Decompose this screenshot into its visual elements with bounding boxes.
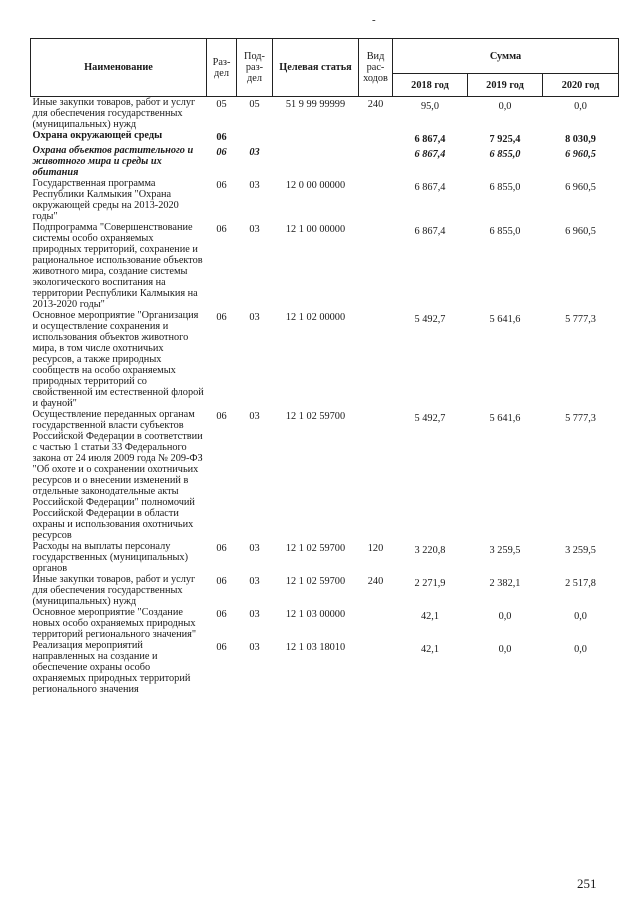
row-name: Иные закупки товаров, работ и услуг для обеспечения государственных (муниципальных) нужд xyxy=(32,574,196,607)
row-name: Основное мероприятие "Организация и осуществление сохранения и использования объектов животного мира, в том числе охотничьих ресурсов, а также природных сообществ на особо охраняемых природных территорий со свойственной им естественной флорой и фауной" xyxy=(32,310,204,409)
row-2019: 0,0 xyxy=(498,101,512,112)
header-vid: Вид рас-ходов xyxy=(359,39,393,97)
budget-table xyxy=(30,38,619,695)
row-2018: 42,1 xyxy=(420,611,440,622)
row-2018: 2 271,9 xyxy=(414,578,446,589)
row-podrazdel: 03 xyxy=(249,312,260,323)
row-vid: 240 xyxy=(367,99,384,110)
row-2020: 5 777,3 xyxy=(565,413,596,424)
row-2018: 6 867,4 xyxy=(414,134,446,145)
row-podrazdel: 05 xyxy=(249,99,260,110)
row-podrazdel: 03 xyxy=(249,609,260,620)
row-podrazdel: 03 xyxy=(249,224,260,235)
row-podrazdel: 03 xyxy=(249,411,260,422)
row-razdel: 06 xyxy=(216,411,227,422)
row-vid xyxy=(359,178,393,222)
row-target: 12 0 00 00000 xyxy=(285,180,346,191)
row-target xyxy=(273,130,359,145)
row-2019: 5 641,6 xyxy=(489,413,521,424)
row-target: 12 1 02 00000 xyxy=(285,312,346,323)
top-mark: - xyxy=(372,14,376,26)
row-2019: 5 641,6 xyxy=(489,314,521,325)
table-row xyxy=(31,310,619,409)
header-2019: 2019 год xyxy=(468,74,543,97)
header-target: Целевая статья xyxy=(273,39,359,97)
row-2020: 3 259,5 xyxy=(565,545,596,556)
row-vid: 120 xyxy=(367,543,384,554)
row-vid: 240 xyxy=(367,576,384,587)
row-target: 51 9 99 99999 xyxy=(285,99,346,110)
table-row xyxy=(31,574,619,607)
row-2018: 95,0 xyxy=(420,101,440,112)
row-razdel: 06 xyxy=(216,180,227,191)
row-2020: 0,0 xyxy=(574,101,587,112)
row-name: Подпрограмма "Совершенствование системы особо охраняемых природных территорий, сохранение и рациональное использование объектов животного мира, создание системы экологического воспитания на территории Республики Калмыкия на 2013-2020 годы" xyxy=(32,222,203,310)
row-vid xyxy=(359,145,393,178)
row-2020: 0,0 xyxy=(574,611,587,622)
row-2019: 0,0 xyxy=(498,644,512,655)
row-vid xyxy=(359,409,393,541)
header-sum: Сумма xyxy=(393,39,619,74)
row-razdel: 06 xyxy=(216,642,227,653)
row-razdel: 06 xyxy=(216,147,227,158)
table-row xyxy=(31,640,619,695)
row-razdel: 06 xyxy=(216,609,227,620)
row-name: Реализация мероприятий направленных на создание и обеспечение охраны особо охраняемых природных территорий регионального значения xyxy=(32,640,191,695)
row-2018: 42,1 xyxy=(420,644,440,655)
header-2018: 2018 год xyxy=(393,74,468,97)
row-vid xyxy=(359,222,393,310)
row-vid xyxy=(359,607,393,640)
row-2020: 5 777,3 xyxy=(565,314,596,325)
row-2019: 6 855,0 xyxy=(489,226,521,237)
table-row xyxy=(31,541,619,574)
table-row xyxy=(31,97,619,131)
row-target: 12 1 03 00000 xyxy=(285,609,346,620)
row-2020: 2 517,8 xyxy=(565,578,596,589)
row-2019: 0,0 xyxy=(498,611,512,622)
row-name: Охрана окружающей среды xyxy=(32,130,163,141)
row-2020: 6 960,5 xyxy=(565,149,596,160)
row-target: 12 1 00 00000 xyxy=(285,224,346,235)
table-body xyxy=(31,97,619,696)
table-row xyxy=(31,178,619,222)
row-name: Государственная программа Республики Калмыкия "Охрана окружающей среды на 2013-2020 годы" xyxy=(32,178,179,222)
row-2018: 5 492,7 xyxy=(414,413,446,424)
row-2020: 6 960,5 xyxy=(565,182,596,193)
row-2020: 6 960,5 xyxy=(565,226,596,237)
row-target: 12 1 02 59700 xyxy=(285,543,346,554)
row-razdel: 06 xyxy=(216,224,227,235)
table-row xyxy=(31,145,619,178)
row-razdel: 06 xyxy=(216,576,227,587)
row-podrazdel: 03 xyxy=(249,576,260,587)
row-razdel: 06 xyxy=(216,132,227,143)
row-podrazdel: 03 xyxy=(249,180,260,191)
row-2019: 2 382,1 xyxy=(489,578,521,589)
row-2018: 3 220,8 xyxy=(414,545,446,556)
row-podrazdel: 03 xyxy=(249,147,260,158)
row-target xyxy=(273,145,359,178)
row-2020: 8 030,9 xyxy=(565,134,596,145)
table-row xyxy=(31,409,619,541)
row-razdel: 05 xyxy=(216,99,227,110)
table-row xyxy=(31,607,619,640)
row-podrazdel: 03 xyxy=(249,543,260,554)
row-2019: 6 855,0 xyxy=(489,182,521,193)
table-row xyxy=(31,130,619,145)
row-vid xyxy=(359,640,393,695)
row-razdel: 06 xyxy=(216,312,227,323)
header-razdel: Раз-дел xyxy=(207,39,237,97)
header-podrazdel: Под-раз-дел xyxy=(237,39,273,97)
row-2018: 6 867,4 xyxy=(414,182,446,193)
row-podrazdel: 03 xyxy=(249,642,260,653)
header-name: Наименование xyxy=(31,39,207,97)
row-2018: 6 867,4 xyxy=(414,226,446,237)
header-2020: 2020 год xyxy=(543,74,619,97)
row-name: Иные закупки товаров, работ и услуг для обеспечения государственных (муниципальных) нужд xyxy=(32,97,196,130)
row-name: Охрана объектов растительного и животного мира и среды их обитания xyxy=(32,145,194,178)
row-2019: 7 925,4 xyxy=(489,134,521,145)
row-2020: 0,0 xyxy=(574,644,587,655)
row-target: 12 1 02 59700 xyxy=(285,576,346,587)
row-vid xyxy=(359,310,393,409)
row-target: 12 1 02 59700 xyxy=(285,411,346,422)
row-vid xyxy=(359,130,393,145)
page-number: 251 xyxy=(577,876,597,891)
row-name: Расходы на выплаты персоналу государственных (муниципальных) органов xyxy=(32,541,189,574)
row-2019: 3 259,5 xyxy=(489,545,521,556)
row-target: 12 1 03 18010 xyxy=(285,642,346,653)
row-name: Основное мероприятие "Создание новых особо охраняемых природных территорий регионального значения" xyxy=(32,607,197,640)
row-2019: 6 855,0 xyxy=(489,149,521,160)
row-razdel: 06 xyxy=(216,543,227,554)
row-name: Осуществление переданных органам государственной власти субъектов Российской Федерации в соответствии с частью 1 статьи 33 Федерального закона от 24 июля 2009 года № 209-ФЗ "Об охоте и о сохранении охотничьих ресурсов и о внесении изменений в отдельные законодательные акты Российской Федерации" полномочий Российской Федерации в области охраны и использования охотничьих ресурсов xyxy=(32,409,203,541)
row-2018: 5 492,7 xyxy=(414,314,446,325)
row-podrazdel xyxy=(237,130,273,145)
table-row xyxy=(31,222,619,310)
row-2018: 6 867,4 xyxy=(414,149,446,160)
